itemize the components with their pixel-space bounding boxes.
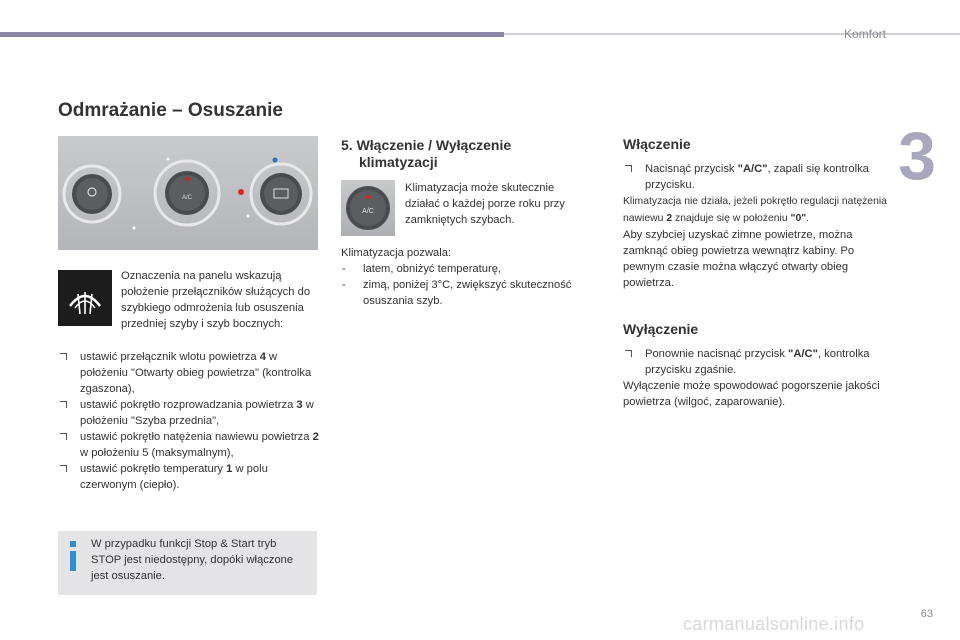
list-item: - latem, obniżyć temperaturę, [341, 261, 599, 277]
ac-button-label: A/C [362, 208, 374, 215]
list-item: Ponownie nacisnąć przycisk "A/C", kontrolka przycisku zgaśnie. [623, 346, 888, 378]
panel-ac-label: A/C [181, 195, 193, 201]
off-heading: Wyłączenie [623, 321, 699, 337]
info-icon [67, 541, 79, 571]
on-steps [623, 161, 888, 193]
section-label: Komfort [843, 27, 886, 41]
page-number: 63 [920, 608, 933, 620]
defrost-icon [58, 270, 112, 326]
intro-text: Oznaczenia na panelu wskazują położenie przełączników służących do szybkiego odmrożenia lub osuszenia przedniej szyby i szyb bocznych: [121, 270, 311, 330]
header-bar-light [504, 33, 960, 35]
list-item: - zimą, poniżej 3°C, zwiększyć skuteczność osuszania szyb. [341, 277, 599, 309]
info-box [58, 531, 317, 595]
header-bar [0, 32, 504, 37]
climate-panel-image [58, 136, 318, 250]
info-text: W przypadku funkcji Stop & Start tryb STOP jest niedostępny, dopóki włączone jest osuszanie. [91, 538, 294, 582]
ac-allows-text: Klimatyzacja pozwala: [341, 247, 452, 259]
ac-section-heading: 5. Włączenie / Wyłączenie klimatyzacji [341, 137, 512, 170]
list-item: ustawić pokrętło rozprowadzania powietrza 3 w położeniu "Szyba przednia", [58, 397, 320, 429]
list-item: Nacisnąć przycisk "A/C", zapali się kontrolka przycisku. [623, 161, 888, 193]
defrost-steps [58, 349, 320, 493]
list-item: ustawić pokrętło natężenia nawiewu powietrza 2 w położeniu 5 (maksymalnym), [58, 429, 320, 461]
page-title: Odmrażanie – Osuszanie [58, 100, 283, 121]
off-steps [623, 346, 888, 378]
chapter-number: 3 [898, 118, 936, 194]
on-text: Aby szybciej uzyskać zimne powietrze, można zamknąć obieg powietrza wewnątrz kabiny. Po pewnym czasie można włączyć otwarty obieg powietrza. [623, 229, 855, 289]
ac-allows-list [341, 261, 599, 309]
ac-intro-text: Klimatyzacja może skutecznie działać o każdej porze roku przy zamkniętych szybach. [405, 182, 565, 226]
list-item: ustawić pokrętło temperatury 1 w polu czerwonym (ciepło). [58, 461, 320, 493]
list-item: ustawić przełącznik wlotu powietrza 4 w położeniu "Otwarty obieg powietrza" (kontrolka zgaszona), [58, 349, 320, 397]
ac-button-image [341, 180, 395, 236]
watermark: carmanualsonline.info [683, 614, 865, 634]
on-note: Klimatyzacja nie działa, jeżeli pokrętło regulacji natężenia nawiewu 2 znajduje się w położeniu "0". [623, 196, 887, 224]
on-heading: Włączenie [623, 136, 691, 152]
off-text: Wyłączenie może spowodować pogorszenie jakości powietrza (wilgoć, zaparowanie). [623, 380, 880, 408]
